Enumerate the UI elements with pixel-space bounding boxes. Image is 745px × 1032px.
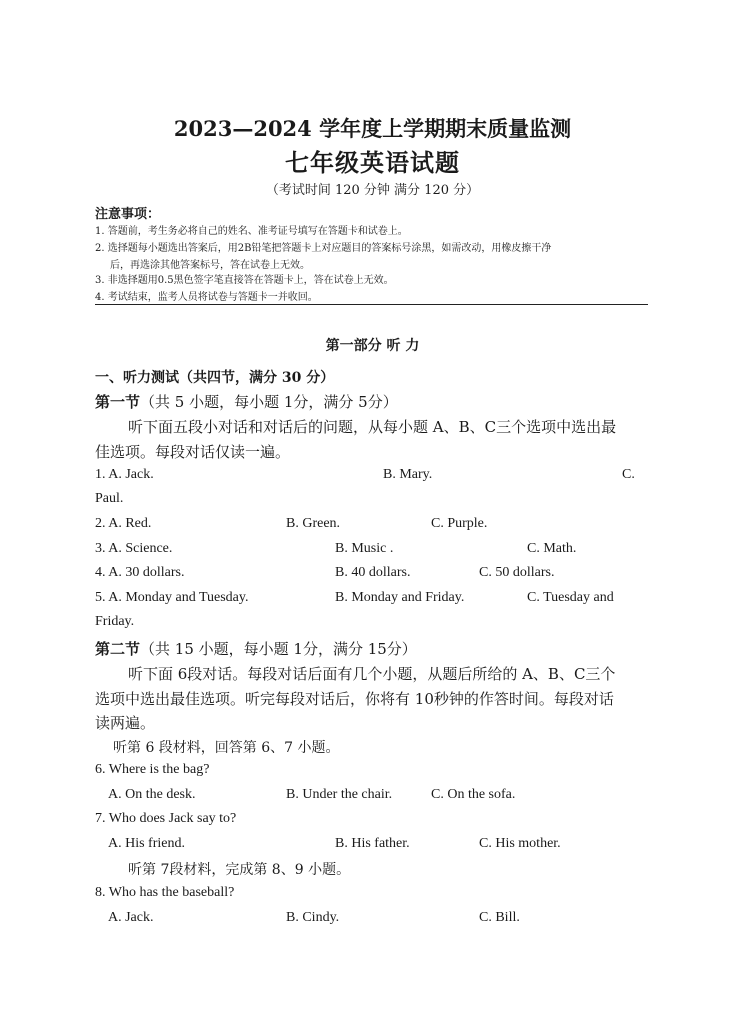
q3-option-c: C. Math. xyxy=(527,541,577,556)
sec2-instruction-2: 选项中选出最佳选项。听完每段对话后，你将有 10秒钟的作答时间。每段对话 xyxy=(95,690,614,708)
sec2-instruction-3: 读两遍。 xyxy=(95,714,156,732)
q6-option-b: B. Under the chair. xyxy=(286,787,393,802)
sec2-header xyxy=(95,638,417,659)
q8-option-c: C. Bill. xyxy=(479,910,520,925)
q8-option-a: A. Jack. xyxy=(108,910,154,925)
q1-option-b: B. Mary. xyxy=(383,467,433,482)
q4-option-c: C. 50 dollars. xyxy=(479,565,555,580)
q7-option-b: B. His father. xyxy=(335,836,410,851)
q3-option-a: 3. A. Science. xyxy=(95,541,173,556)
sec2-label: 第二节 xyxy=(95,640,141,658)
exam-title-line2: 七年级英语试题 xyxy=(285,148,460,177)
section-heading: 一、听力测试（共四节，满分 30 分） xyxy=(95,370,335,386)
exam-subtitle: （考试时间 120 分钟 满分 120 分） xyxy=(265,183,480,198)
notice-item-4: 4. 考试结束，监考人员将试卷与答题卡一并收回。 xyxy=(95,292,318,303)
q7-option-a: A. His friend. xyxy=(108,836,185,851)
material-6-instruction: 听第 6 段材料，回答第 6、7 小题。 xyxy=(113,740,340,756)
q3-option-b: B. Music . xyxy=(335,541,394,556)
sec1-info: （共 5 小题，每小题 1分，满分 5分） xyxy=(140,393,398,411)
q7-option-c: C. His mother. xyxy=(479,836,561,851)
q2-option-a: 2. A. Red. xyxy=(95,516,152,531)
sec1-header xyxy=(95,391,398,412)
part-title: 第一部分 听 力 xyxy=(325,338,420,354)
q5-option-a: 5. A. Monday and Tuesday. xyxy=(95,590,249,605)
divider-line xyxy=(95,304,648,305)
sec1-label: 第一节 xyxy=(95,393,141,411)
q4-option-a: 4. A. 30 dollars. xyxy=(95,565,185,580)
q4-option-b: B. 40 dollars. xyxy=(335,565,411,580)
notice-item-2-cont: 后，再选涂其他答案标号，答在试卷上无效。 xyxy=(110,260,310,271)
q8-option-b: B. Cindy. xyxy=(286,910,340,925)
exam-title-line1: 2023—2024 学年度上学期期末质量监测 xyxy=(173,116,572,141)
q2-option-c: C. Purple. xyxy=(431,516,488,531)
q6-question: 6. Where is the bag? xyxy=(95,762,210,777)
q7-question: 7. Who does Jack say to? xyxy=(95,811,237,826)
sec2-info: （共 15 小题，每小题 1分，满分 15分） xyxy=(140,640,417,658)
q2-option-b: B. Green. xyxy=(286,516,341,531)
q1-option-c-wrap: Paul. xyxy=(95,491,124,506)
notice-item-3: 3. 非选择题用0.5黑色签字笔直接答在答题卡上，答在试卷上无效。 xyxy=(95,275,394,286)
q5-option-c-wrap: Friday. xyxy=(95,614,135,629)
q1-option-a: 1. A. Jack. xyxy=(95,467,154,482)
notice-heading: 注意事项： xyxy=(95,207,161,222)
notice-item-1: 1. 答题前，考生务必将自己的姓名、准考证号填写在答题卡和试卷上。 xyxy=(95,226,408,237)
q8-question: 8. Who has the baseball? xyxy=(95,885,235,900)
q6-option-c: C. On the sofa. xyxy=(431,787,516,802)
notice-item-2: 2. 选择题每小题选出答案后，用2B铅笔把答题卡上对应题目的答案标号涂黑，如需改动，用橡皮擦干净 xyxy=(95,243,552,254)
q5-option-c: C. Tuesday and xyxy=(527,590,614,605)
q5-option-b: B. Monday and Friday. xyxy=(335,590,465,605)
sec2-instruction-1: 听下面 6段对话。每段对话后面有几个小题，从题后所给的 A、B、C三个 xyxy=(128,665,616,683)
sec1-instruction-1: 听下面五段小对话和对话后的问题，从每小题 A、B、C三个选项中选出最 xyxy=(128,418,617,436)
sec1-instruction-2: 佳选项。每段对话仅读一遍。 xyxy=(95,443,291,461)
material-7-instruction: 听第 7段材料，完成第 8、9 小题。 xyxy=(128,862,351,878)
q1-option-c: C. xyxy=(622,467,635,482)
q6-option-a: A. On the desk. xyxy=(108,787,196,802)
